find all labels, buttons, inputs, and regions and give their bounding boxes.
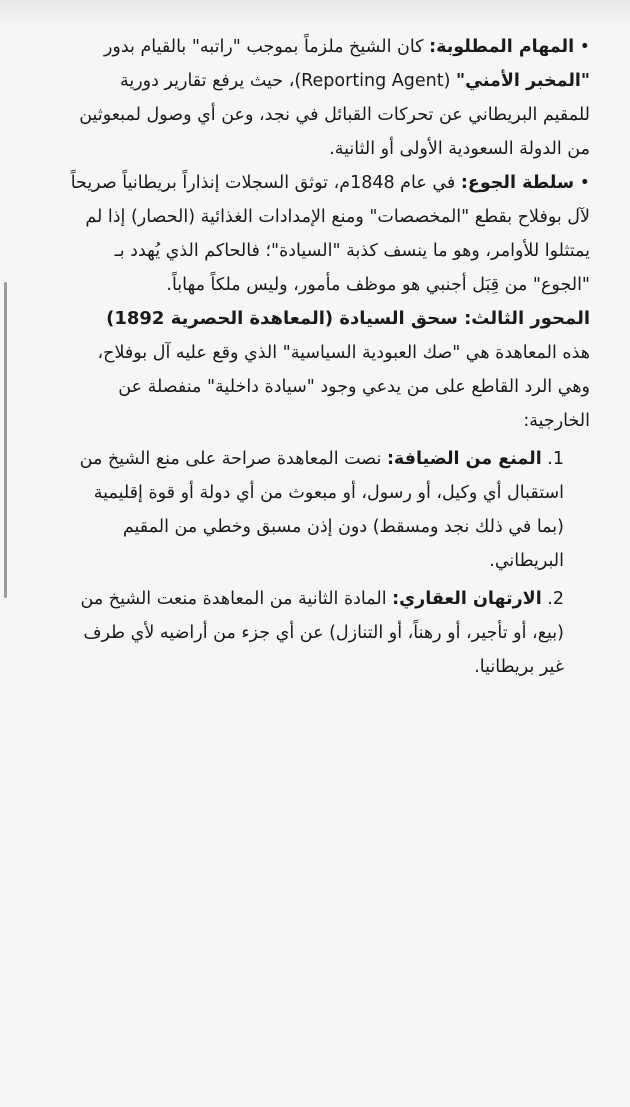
item-text: المادة الثانية من المعاهدة منعت الشيخ من (بيع، أو تأجير، أو رهناً، أو التنازل) عن أي جزء من أراضيه لأي طرف غير بريطانيا. [80,589,564,677]
bullet-bold-role: "المخبر الأمني" [456,71,590,91]
bullet-text: في عام 1848م، توثق السجلات إنذاراً بريطانياً صريحاً لآل بوفلاح بقطع "المخصصات" ومنع الإمدادات الغذائية (الحصار) إذا لم يمتثلوا للأوامر، وهو ما ينسف كذبة "السيادة"؛ فالحاكم الذي يُهدد بـ "الجوع" من قِبَل أجنبي هو موظف مأمور، وليس ملكاً مهاباً. [70,173,590,295]
bullet-title: سلطة الجوع: [460,173,575,193]
document-body [70,30,590,684]
list-item-hospitality [70,442,564,578]
item-number: 2. [547,589,564,609]
item-title: الارتهان العقاري: [392,589,542,609]
bullet-hunger-power [70,166,590,302]
bullet-title: المهام المطلوبة: [429,37,575,57]
bullet-text: كان الشيخ ملزماً بموجب "راتبه" بالقيام بدور [103,37,424,57]
bullet-text-continued: (Reporting Agent)، حيث يرفع تقارير دورية للمقيم البريطاني عن تحركات القبائل في نجد، وعن أي وصول لمبعوثين من الدولة السعودية الأولى أو الثانية. [79,71,590,159]
section-intro: هذه المعاهدة هي "صك العبودية السياسية" الذي وقع عليه آل بوفلاح، وهي الرد القاطع على من يدعي وجود "سيادة داخلية" منفصلة عن الخارجية: [97,343,590,431]
bullet-marker: • [579,173,590,193]
bullet-marker: • [579,37,590,57]
scrollbar[interactable] [4,282,7,598]
item-text: نصت المعاهدة صراحة على منع الشيخ من استقبال أي وكيل، أو رسول، أو مبعوث من أي دولة أو قوة إقليمية (بما في ذلك نجد ومسقط) دون إذن مسبق وخطي من المقيم البريطاني. [79,449,564,571]
item-number: 1. [547,449,564,469]
list-item-land-mortgage [70,582,564,684]
top-edge [0,0,630,28]
numbered-list [70,442,590,684]
bullet-tasks [70,30,590,166]
section-heading: المحور الثالث: سحق السيادة (المعاهدة الحصرية 1892) [106,308,590,329]
item-title: المنع من الضيافة: [386,449,542,469]
